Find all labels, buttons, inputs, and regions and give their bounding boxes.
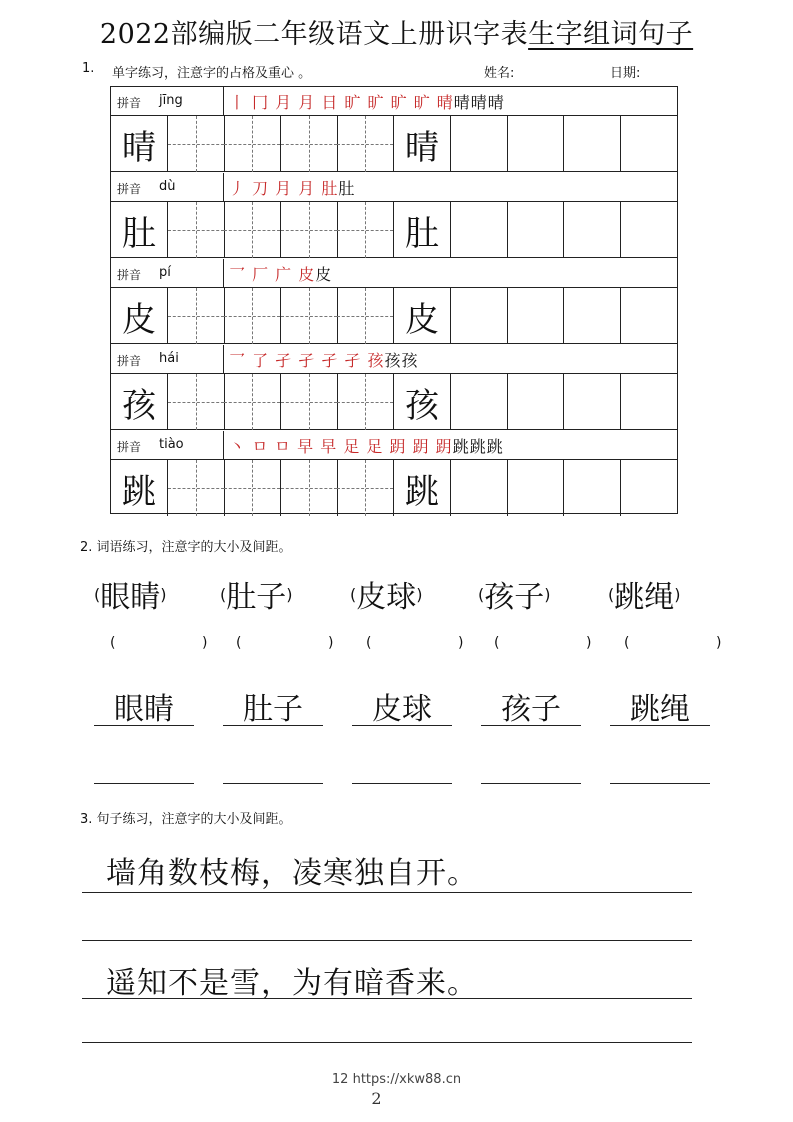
paren-close: ): [202, 635, 208, 651]
model-character: 皮: [405, 300, 439, 340]
practice-cell[interactable]: [507, 460, 564, 516]
practice-cell[interactable]: [224, 116, 281, 172]
word-with-parens: [478, 572, 551, 616]
paren-open: (: [220, 585, 227, 604]
character-row: [111, 288, 677, 344]
guide-line: [337, 144, 393, 145]
stroke-complete: 皮: [315, 265, 333, 284]
pinyin-row: [111, 431, 677, 460]
paren-open: (: [494, 635, 500, 651]
practice-cell[interactable]: [451, 202, 508, 258]
guide-line: [168, 144, 224, 145]
stroke-steps: 乛 厂 广 皮: [229, 265, 316, 284]
paren-close: ): [416, 585, 423, 604]
model-char-cell: [111, 202, 168, 258]
blank-writing-line[interactable]: [481, 783, 581, 784]
paren-close: ): [458, 635, 464, 651]
guide-line: [224, 144, 280, 145]
practice-cell[interactable]: [507, 202, 564, 258]
stroke-order: [229, 434, 504, 457]
section3-header: 3. 句子练习，注意字的大小及间距。: [80, 812, 292, 827]
copy-word: 皮球: [352, 684, 452, 726]
model-character: 肚: [122, 214, 156, 254]
practice-cell[interactable]: [168, 202, 225, 258]
guide-line: [337, 402, 393, 403]
divider: [223, 87, 224, 116]
paren-open: (: [110, 635, 116, 651]
pinyin-text: jīng: [159, 93, 183, 108]
guide-line: [281, 230, 337, 231]
pinyin-row: [111, 173, 677, 202]
paren-close: ): [328, 635, 334, 651]
stroke-order: [229, 348, 419, 371]
paren-open: (: [94, 585, 101, 604]
footer: [0, 1072, 793, 1108]
model-char-cell: [394, 374, 451, 430]
model-char-cell: [394, 460, 451, 516]
section2-header: 2. 词语练习，注意字的大小及间距。: [80, 540, 292, 555]
blank-writing-line[interactable]: [223, 783, 323, 784]
practice-cell[interactable]: [224, 374, 281, 430]
paren-close: ): [586, 635, 592, 651]
practice-cell[interactable]: [337, 374, 394, 430]
guide-line: [337, 316, 393, 317]
practice-cell[interactable]: [620, 288, 677, 344]
title-main: 2022部编版二年级语文上册识字表: [99, 19, 529, 50]
word-text: 皮球: [356, 580, 417, 615]
practice-cell[interactable]: [337, 202, 394, 258]
paren-open: (: [236, 635, 242, 651]
model-character: 跳: [122, 472, 156, 512]
pinyin-text: dù: [159, 179, 176, 194]
practice-cell[interactable]: [451, 116, 508, 172]
date-label: 日期:: [610, 66, 641, 81]
guide-line: [281, 144, 337, 145]
guide-line: [281, 488, 337, 489]
guide-line: [224, 488, 280, 489]
copy-word: 孩子: [481, 684, 581, 726]
divider: [223, 431, 224, 460]
blank-writing-line[interactable]: [610, 783, 710, 784]
paren-row: [80, 635, 720, 655]
word-text: 孩子: [484, 580, 545, 615]
pinyin-text: hái: [159, 351, 179, 366]
divider: [223, 259, 224, 288]
practice-cell[interactable]: [281, 460, 338, 516]
copy-word: 跳绳: [610, 684, 710, 726]
stroke-steps: 乛 了 孑 孑 孑 孑 孩: [229, 351, 385, 370]
guide-line: [224, 316, 280, 317]
practice-cell[interactable]: [507, 116, 564, 172]
character-row: [111, 460, 677, 516]
stroke-steps: 丿 刀 月 月 肚: [229, 179, 339, 198]
page-title: [0, 12, 793, 51]
section1-instruction: 单字练习，注意字的占格及重心 。: [112, 66, 312, 81]
practice-cell[interactable]: [168, 374, 225, 430]
sentence-1: 墙角数枝梅，凌寒独自开。: [106, 856, 478, 891]
guide-line: [168, 230, 224, 231]
practice-cell[interactable]: [507, 374, 564, 430]
practice-cell[interactable]: [564, 202, 621, 258]
word-with-parens: [220, 572, 293, 616]
paren-close: ): [544, 585, 551, 604]
practice-cell[interactable]: [337, 116, 394, 172]
footer-text: 12 https://xkw88.cn: [331, 1072, 462, 1087]
word-text: 肚子: [226, 580, 287, 615]
pinyin-label: 拼音: [117, 354, 142, 368]
model-char-cell: [394, 116, 451, 172]
divider: [223, 173, 224, 202]
practice-cell[interactable]: [337, 288, 394, 344]
copy-word: 眼睛: [94, 684, 194, 726]
paren-close: ): [674, 585, 681, 604]
divider: [223, 345, 224, 374]
pinyin-label: 拼音: [117, 440, 142, 454]
character-row: [111, 116, 677, 172]
practice-cell[interactable]: [281, 288, 338, 344]
pinyin-text: pí: [159, 265, 171, 280]
practice-cell[interactable]: [224, 460, 281, 516]
practice-cell[interactable]: [620, 460, 677, 516]
guide-line: [168, 402, 224, 403]
model-char-cell: [111, 116, 168, 172]
practice-cell[interactable]: [168, 288, 225, 344]
name-label: 姓名:: [484, 66, 515, 81]
stroke-order: [229, 176, 355, 199]
guide-line: [281, 316, 337, 317]
stroke-order: [229, 262, 332, 285]
pinyin-text: tiào: [159, 437, 184, 452]
practice-cell[interactable]: [451, 288, 508, 344]
word-with-parens: [608, 572, 681, 616]
blank-writing-line[interactable]: [352, 783, 452, 784]
paren-open: (: [608, 585, 615, 604]
paren-open: (: [366, 635, 372, 651]
stroke-complete: 跳跳跳: [452, 437, 504, 456]
practice-cell[interactable]: [620, 202, 677, 258]
guide-line: [168, 316, 224, 317]
writing-line[interactable]: [82, 892, 692, 893]
paren-close: ): [716, 635, 722, 651]
pinyin-label: 拼音: [117, 268, 142, 282]
practice-cell[interactable]: [620, 374, 677, 430]
practice-cell[interactable]: [224, 202, 281, 258]
character-row: [111, 374, 677, 430]
model-character: 孩: [405, 386, 439, 426]
guide-line: [337, 230, 393, 231]
practice-cell[interactable]: [620, 116, 677, 172]
pinyin-label: 拼音: [117, 96, 142, 110]
word-text: 跳绳: [614, 580, 675, 615]
practice-cell[interactable]: [451, 374, 508, 430]
page-number: 2: [371, 1089, 382, 1108]
word-with-parens: [94, 572, 167, 616]
practice-cell[interactable]: [451, 460, 508, 516]
word-text: 眼睛: [100, 580, 161, 615]
model-character: 孩: [122, 386, 156, 426]
stroke-steps: 丨 冂 月 月 日 旷 旷 旷 旷 晴: [229, 93, 454, 112]
guide-line: [224, 402, 280, 403]
stroke-complete: 孩孩: [384, 351, 419, 370]
practice-cell[interactable]: [281, 374, 338, 430]
stroke-complete: 晴晴晴: [453, 93, 505, 112]
practice-cell[interactable]: [168, 460, 225, 516]
model-char-cell: [111, 460, 168, 516]
guide-line: [281, 402, 337, 403]
model-character: 晴: [405, 128, 439, 168]
guide-line: [168, 488, 224, 489]
model-character: 晴: [122, 128, 156, 168]
practice-cell[interactable]: [281, 116, 338, 172]
writing-line[interactable]: [82, 940, 692, 941]
model-char-cell: [394, 288, 451, 344]
character-practice-grid: [110, 86, 678, 514]
practice-cell[interactable]: [564, 116, 621, 172]
writing-line[interactable]: [82, 998, 692, 999]
pinyin-row: [111, 345, 677, 374]
model-character: 皮: [122, 300, 156, 340]
model-char-cell: [111, 374, 168, 430]
practice-cell[interactable]: [168, 116, 225, 172]
model-char-cell: [111, 288, 168, 344]
guide-line: [224, 230, 280, 231]
section1-number: 1.: [82, 61, 95, 76]
practice-cell[interactable]: [337, 460, 394, 516]
paren-open: (: [478, 585, 485, 604]
paren-open: (: [350, 585, 357, 604]
stroke-steps: 丶 ㅁ ㅁ 早 早 足 足 跀 跀 跀: [229, 437, 453, 456]
stroke-complete: 肚: [338, 179, 356, 198]
writing-line[interactable]: [82, 1042, 692, 1043]
practice-cell[interactable]: [564, 288, 621, 344]
paren-close: ): [160, 585, 167, 604]
pinyin-row: [111, 87, 677, 116]
blank-writing-line[interactable]: [94, 783, 194, 784]
pinyin-row: [111, 259, 677, 288]
word-with-parens: [350, 572, 423, 616]
sentence-2: 遥知不是雪，为有暗香来。: [106, 966, 478, 1001]
paren-close: ): [286, 585, 293, 604]
practice-cell[interactable]: [507, 288, 564, 344]
stroke-order: [229, 90, 505, 113]
character-row: [111, 202, 677, 258]
pinyin-label: 拼音: [117, 182, 142, 196]
word-row: [80, 572, 720, 615]
practice-cell[interactable]: [564, 374, 621, 430]
title-underlined: 生字组词句子: [528, 19, 694, 50]
practice-cell[interactable]: [281, 202, 338, 258]
practice-cell[interactable]: [224, 288, 281, 344]
copy-word: 肚子: [223, 684, 323, 726]
model-char-cell: [394, 202, 451, 258]
model-character: 跳: [405, 472, 439, 512]
paren-open: (: [624, 635, 630, 651]
model-character: 肚: [405, 214, 439, 254]
practice-cell[interactable]: [564, 460, 621, 516]
guide-line: [337, 488, 393, 489]
